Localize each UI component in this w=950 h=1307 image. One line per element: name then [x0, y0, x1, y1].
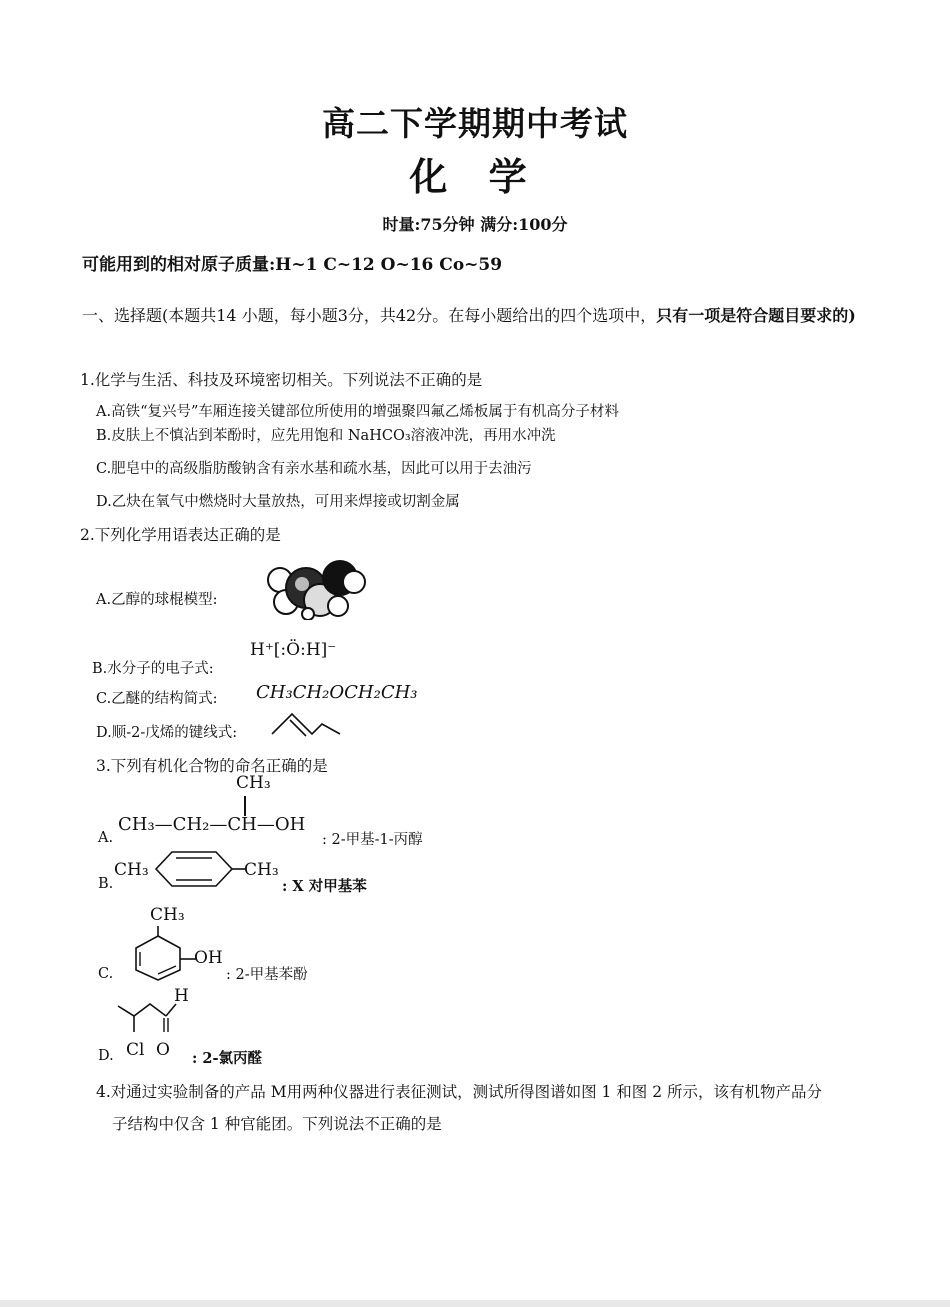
q3-stem: 3.下列有机化合物的命名正确的是	[96, 757, 328, 775]
page-bottom-edge	[0, 1300, 950, 1307]
section-intro-emphasis: 只有一项是符合题目要求的)	[656, 306, 856, 325]
q3-d-label: D.	[98, 1048, 114, 1064]
q3-d-aldehyde-h: H	[174, 986, 189, 1006]
q3-b-label: B.	[98, 876, 114, 892]
q2-option-b: B.水分子的电子式:	[92, 661, 214, 677]
q1-option-d: D.乙炔在氧气中燃烧时大量放热，可用来焊接或切割金属	[96, 494, 460, 510]
q3-b-name: : X 对甲基苯	[282, 878, 367, 895]
q3-d-oxygen: O	[156, 1040, 170, 1060]
exam-info: 时量:75分钟 满分:100分	[382, 215, 568, 234]
q3-a-name: : 2-甲基-1-丙醇	[322, 832, 423, 848]
q3-a-bond	[244, 796, 246, 816]
benzene-ring-icon	[152, 848, 248, 890]
q3-d-chlorine: Cl	[126, 1040, 145, 1060]
q1-stem: 1.化学与生活、科技及环境密切相关。下列说法不正确的是	[80, 371, 483, 389]
phenol-ring-icon	[118, 926, 198, 982]
q4-stem-line2: 子结构中仅含 1 种官能团。下列说法不正确的是	[112, 1115, 442, 1133]
atomic-mass-line: 可能用到的相对原子质量:H~1 C~12 O~16 Co~59	[82, 255, 503, 275]
q3-c-hydroxyl: OH	[194, 948, 223, 968]
q3-c-methyl: CH₃	[150, 905, 185, 925]
exam-title: 高二下学期期中考试	[322, 104, 628, 143]
q3-a-chain: CH₃—CH₂—CH—OH	[118, 814, 306, 835]
section-intro-text: 一、选择题(本题共14 小题，每小题3分，共42分。在每小题给出的四个选项中，	[82, 306, 657, 325]
q1-option-a: A.高铁“复兴号”车厢连接关键部位所使用的增强聚四氟乙烯板属于有机高分子材料	[96, 404, 619, 420]
subject-title: 化 学	[409, 155, 541, 199]
q2-option-a: A.乙醇的球棍模型:	[96, 592, 218, 608]
ether-structural-formula: CH₃CH₂OCH₂CH₃	[256, 682, 418, 703]
q3-a-label: A.	[98, 830, 114, 846]
section-intro	[82, 300, 892, 332]
pentene-skeletal-formula	[268, 708, 344, 738]
q2-option-d: D.顺-2-戊烯的键线式:	[96, 725, 238, 741]
q3-d-name: : 2-氯丙醛	[192, 1050, 263, 1067]
q3-b-methyl-left: CH₃	[114, 860, 149, 880]
q3-c-name: : 2-甲基苯酚	[226, 967, 308, 983]
q3-c-label: C.	[98, 966, 114, 982]
ethanol-ball-stick-model	[258, 558, 368, 620]
q4-stem-line1: 4.对通过实验制备的产品 M用两种仪器进行表征测试，测试所得图谱如图 1 和图 2 所示，该有机物产品分	[96, 1083, 823, 1101]
q2-option-c: C.乙醚的结构简式:	[96, 691, 218, 707]
q3-b-methyl-right: CH₃	[244, 860, 279, 880]
water-electron-formula: H⁺[:Ö:H]⁻	[250, 640, 337, 660]
q1-option-c: C.肥皂中的高级脂肪酸钠含有亲水基和疏水基，因此可以用于去油污	[96, 461, 532, 477]
q2-stem: 2.下列化学用语表达正确的是	[80, 526, 281, 544]
q1-option-b: B.皮肤上不慎沾到苯酚时，应先用饱和 NaHCO₃溶液冲洗，再用水冲洗	[96, 428, 556, 444]
q3-a-branch: CH₃	[236, 773, 271, 793]
